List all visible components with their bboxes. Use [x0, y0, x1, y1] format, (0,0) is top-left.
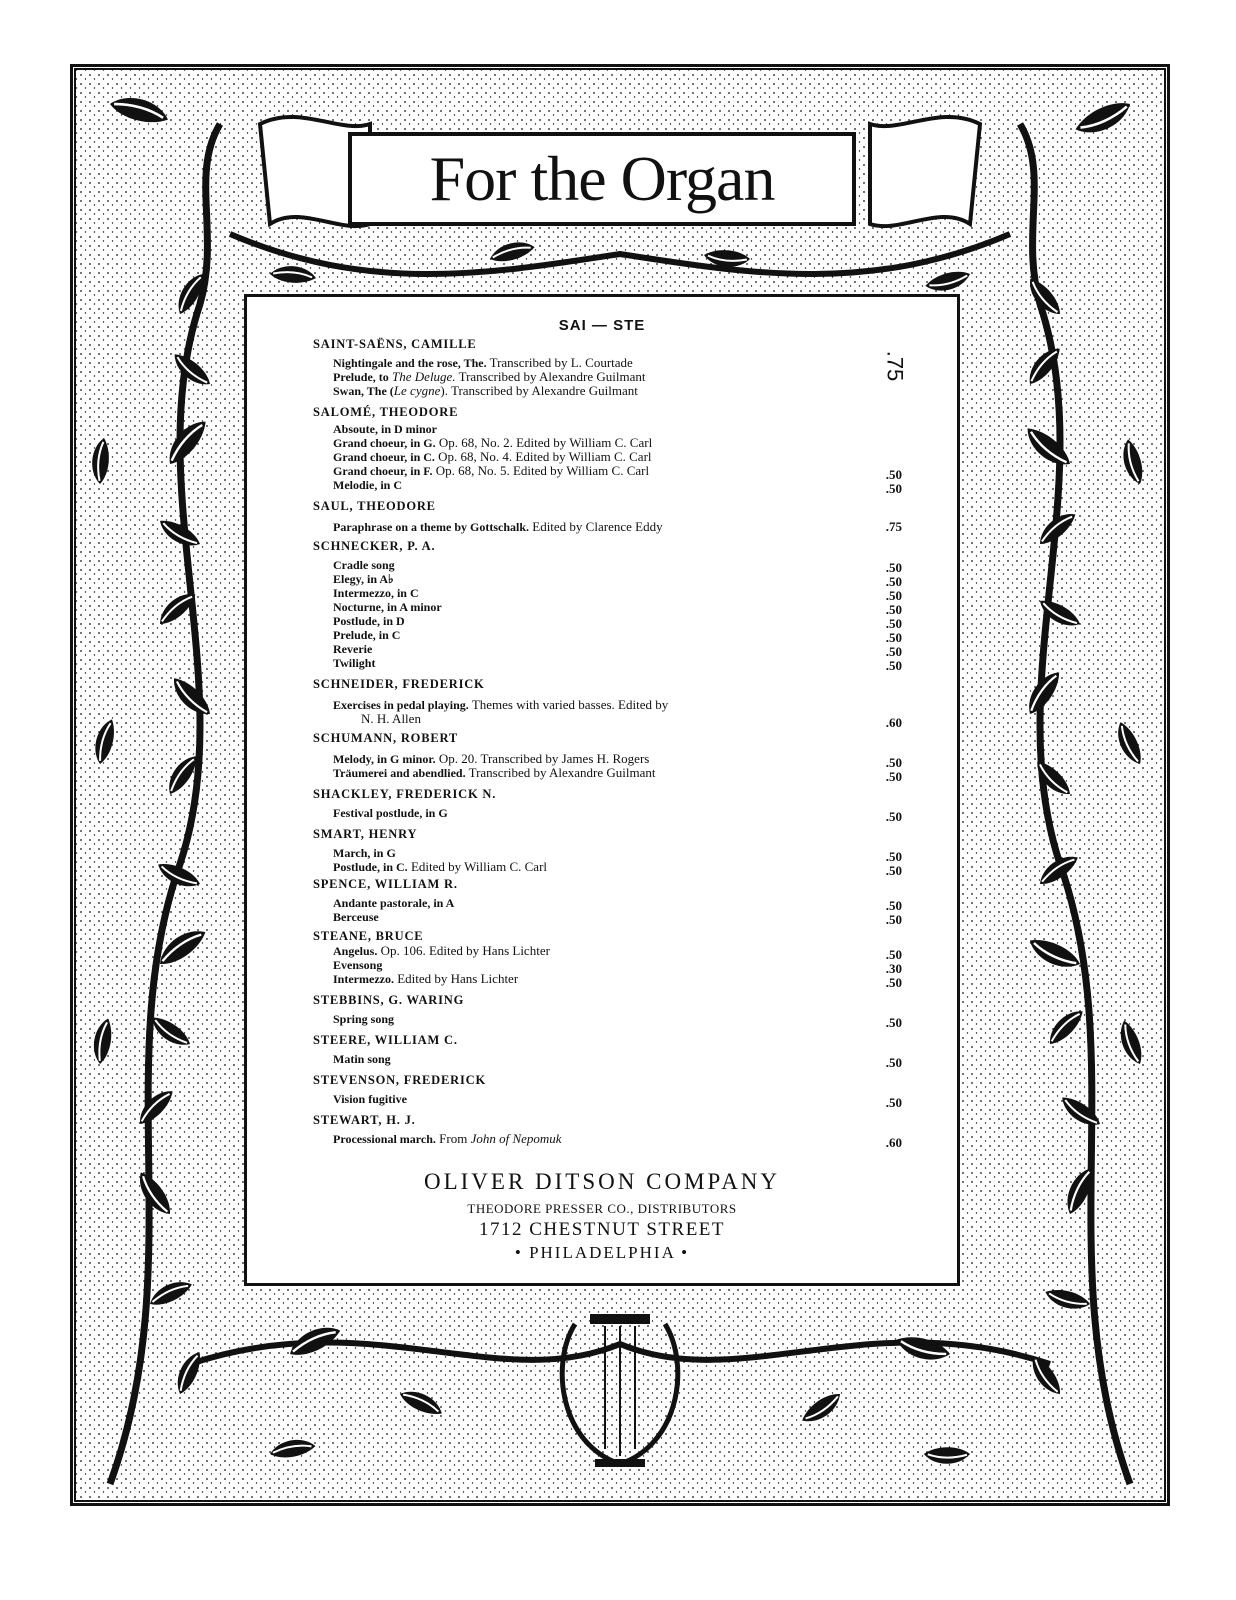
list-item: Spring song — [333, 1012, 395, 1026]
list-item: Festival postlude, in G — [333, 806, 448, 820]
price: .60 — [885, 1135, 902, 1150]
price: .50 — [885, 616, 902, 631]
price: .50 — [885, 630, 902, 645]
list-item: Matin song — [333, 1052, 391, 1066]
list-item: Prelude, in C — [333, 628, 401, 642]
price: .50 — [885, 755, 902, 770]
composer-heading: SMART, HENRY — [313, 827, 418, 841]
list-item: Reverie — [333, 642, 373, 656]
list-item: N. H. Allen — [361, 711, 421, 726]
composer-heading: STEBBINS, G. WARING — [313, 993, 465, 1007]
price: .50 — [885, 912, 902, 927]
list-item: Prelude, to The Deluge. Transcribed by Alexandre Guilmant — [333, 369, 646, 384]
list-item: Vision fugitive — [333, 1092, 407, 1106]
price: .50 — [885, 574, 902, 589]
title-banner — [348, 132, 856, 226]
list-item: Swan, The (Le cygne). Transcribed by Alexandre Guilmant — [333, 383, 638, 398]
price: .50 — [885, 898, 902, 913]
list-item: Melody, in G minor. Op. 20. Transcribed by James H. Rogers — [333, 751, 650, 766]
price: .50 — [885, 481, 902, 496]
composer-heading: STEWART, H. J. — [313, 1113, 416, 1127]
list-item: Paraphrase on a theme by Gottschalk. Edited by Clarence Eddy — [333, 519, 663, 534]
price: .75 — [885, 519, 902, 534]
list-item: Twilight — [333, 656, 376, 670]
list-item: Intermezzo, in C — [333, 586, 419, 600]
price: .50 — [885, 769, 902, 784]
price: .50 — [885, 644, 902, 659]
list-item: Angelus. Op. 106. Edited by Hans Lichter — [333, 943, 550, 958]
composer-heading: STEERE, WILLIAM C. — [313, 1033, 458, 1047]
list-item: March, in G — [333, 846, 396, 860]
composer-heading: SHACKLEY, FREDERICK N. — [313, 787, 497, 801]
list-item: Intermezzo. Edited by Hans Lichter — [333, 971, 519, 986]
list-item: Evensong — [333, 958, 383, 972]
price: .50 — [885, 1095, 902, 1110]
list-item: Nightingale and the rose, The. Transcribed by L. Courtade — [333, 355, 633, 370]
list-item: Elegy, in A♭ — [333, 572, 394, 586]
publisher-city: • PHILADELPHIA • — [514, 1243, 690, 1262]
price: .30 — [885, 961, 902, 976]
list-item: Postlude, in C. Edited by William C. Carl — [333, 859, 548, 874]
list-item: Grand choeur, in G. Op. 68, No. 2. Edited by William C. Carl — [333, 435, 653, 450]
list-item: Andante pastorale, in A — [333, 896, 455, 910]
price: .50 — [885, 658, 902, 673]
list-item: Processional march. From John of Nepomuk — [333, 1131, 562, 1146]
list-item: Postlude, in D — [333, 614, 405, 628]
price: .50 — [885, 975, 902, 990]
price: .50 — [885, 809, 902, 824]
composer-heading: SCHUMANN, ROBERT — [313, 731, 459, 745]
catalog-range: SAI — STE — [558, 317, 646, 334]
composer-heading: SAINT-SAËNS, CAMILLE — [313, 337, 477, 351]
price: .50 — [885, 602, 902, 617]
list-item: Träumerei and abendlied. Transcribed by Alexandre Guilmant — [333, 765, 656, 780]
price: .60 — [885, 715, 902, 730]
composer-heading: SAUL, THEODORE — [313, 499, 436, 513]
composer-heading: SCHNECKER, P. A. — [313, 539, 436, 553]
page-title: For the Organ — [429, 143, 775, 214]
composer-heading: STEANE, BRUCE — [313, 929, 424, 943]
price: .50 — [885, 560, 902, 575]
list-item: Exercises in pedal playing. Themes with varied basses. Edited by — [333, 697, 669, 712]
price: .50 — [885, 947, 902, 962]
composer-heading: SCHNEIDER, FREDERICK — [313, 677, 485, 691]
publisher-address: 1712 CHESTNUT STREET — [478, 1219, 726, 1240]
list-item: Absoute, in D minor — [333, 422, 438, 436]
catalog-panel — [244, 294, 960, 1286]
price: .50 — [885, 849, 902, 864]
list-item: Melodie, in C — [333, 478, 402, 492]
price: .50 — [885, 863, 902, 878]
publisher-name: OLIVER DITSON COMPANY — [423, 1169, 781, 1194]
composer-heading: STEVENSON, FREDERICK — [313, 1073, 486, 1087]
composer-heading: SPENCE, WILLIAM R. — [313, 877, 458, 891]
list-item: Cradle song — [333, 558, 395, 572]
list-item: Berceuse — [333, 910, 379, 924]
publisher-distributors: THEODORE PRESSER CO., DISTRIBUTORS — [467, 1201, 737, 1216]
list-item: Grand choeur, in F. Op. 68, No. 5. Edited by William C. Carl — [333, 463, 650, 478]
handwritten-price: .75 — [882, 350, 908, 382]
price: .50 — [885, 467, 902, 482]
price: .50 — [885, 1055, 902, 1070]
list-item: Nocturne, in A minor — [333, 600, 442, 614]
price: .50 — [885, 588, 902, 603]
list-item: Grand choeur, in C. Op. 68, No. 4. Edited by William C. Carl — [333, 449, 652, 464]
price: .50 — [885, 1015, 902, 1030]
composer-heading: SALOMÉ, THEODORE — [313, 405, 459, 419]
